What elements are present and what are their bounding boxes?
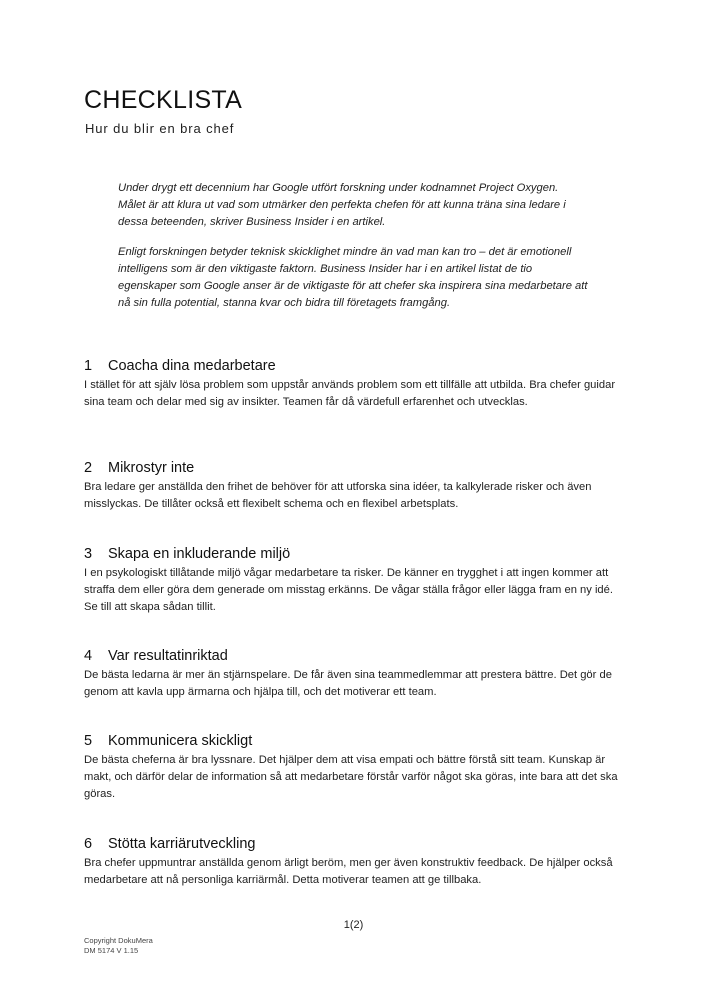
section-heading: [84, 833, 624, 855]
section-title: Coacha dina medarbetare: [108, 358, 276, 374]
section-number: 3: [84, 546, 93, 562]
section-body: I en psykologiskt tillåtande miljö vågar medarbetare ta risker. De känner en trygghet i att ingen kommer att straffa dem eller göra dem generade om misstag erkänns. De vågar ställa frågor eller lägga fram en ny idé. Se till att skapa sådan tillit.: [84, 567, 613, 614]
checklist-section-4: [84, 645, 624, 701]
section-title: Skapa en inkluderande miljö: [108, 546, 291, 562]
section-title: Var resultatinriktad: [108, 648, 228, 664]
section-heading: [84, 355, 624, 377]
section-number: 2: [84, 460, 93, 476]
copyright-text: Copyright DokuMera: [84, 936, 153, 945]
intro-paragraph: Under drygt ett decennium har Google utfört forskning under kodnamnet Project Oxygen. Målet är att klura ut vad som utmärker den perfekta chefen för att kunna träna sina ledare i dessa beteenden, skriver Business Insider i en artikel.: [118, 182, 566, 228]
section-heading: [84, 645, 624, 667]
checklist-section-2: [84, 457, 624, 513]
section-number: 5: [84, 733, 93, 749]
checklist-section-3: [84, 543, 624, 617]
section-body: De bästa cheferna är bra lyssnare. Det hjälper dem att visa empati och bättre förstå sitt team. Kunskap är makt, och därför delar de information så att medarbetare förstår varför något ska göras, inte bara att det ska göras.: [84, 754, 618, 801]
section-title: Kommunicera skickligt: [108, 733, 253, 749]
section-number: 4: [84, 648, 93, 664]
intro-paragraph: Enligt forskningen betyder teknisk skicklighet mindre än vad man kan tro – det är emotionell intelligens som är den viktigaste faktorn. Business Insider har i en artikel listat de tio egenskaper som Google anser är de viktigaste för att chefer ska inspirera sina medarbetare att nå sin fulla potential, stanna kvar och bidra till företagets framgång.: [118, 246, 588, 309]
checklist-section-6: [84, 833, 624, 889]
section-heading: [84, 730, 624, 752]
section-body: Bra chefer uppmuntrar anställda genom ärligt beröm, men ger även konstruktiv feedback. De hjälper också medarbetare att nå personliga karriärmål. Detta motiverar teamen att ge tillbaka.: [84, 857, 613, 887]
section-number: 6: [84, 836, 93, 852]
section-heading: [84, 543, 624, 565]
section-title: Stötta karriärutveckling: [108, 836, 256, 852]
section-heading: [84, 457, 624, 479]
footer: [84, 936, 153, 956]
section-body: I stället för att själv lösa problem som uppstår används problem som ett tillfälle att utbilda. Bra chefer guidar sina team och delar med sig av insikter. Teamen får då värdefull erfarenhet och utvecklas.: [84, 379, 616, 409]
page-subtitle: Hur du blir en bra chef: [85, 121, 235, 136]
checklist-section-5: [84, 730, 624, 804]
section-title: Mikrostyr inte: [108, 460, 195, 476]
document-id: DM 5174 V 1.15: [84, 946, 139, 955]
checklist-section-1: [84, 355, 624, 411]
section-number: 1: [84, 358, 93, 374]
page-title: CHECKLISTA: [84, 86, 243, 114]
intro-block: [118, 180, 588, 325]
section-body: Bra ledare ger anställda den frihet de behöver för att utforska sina idéer, ta kalkylerade risker och även misslyckas. De tillåter också ett flexibelt schema och en flexibel arbetsplats.: [84, 481, 592, 511]
section-body: De bästa ledarna är mer än stjärnspelare. De får även sina teammedlemmar att prestera bättre. Det gör de genom att kavla upp ärmarna och hjälpa till, och det motiverar ett team.: [84, 669, 612, 699]
page-number: 1(2): [343, 919, 364, 931]
